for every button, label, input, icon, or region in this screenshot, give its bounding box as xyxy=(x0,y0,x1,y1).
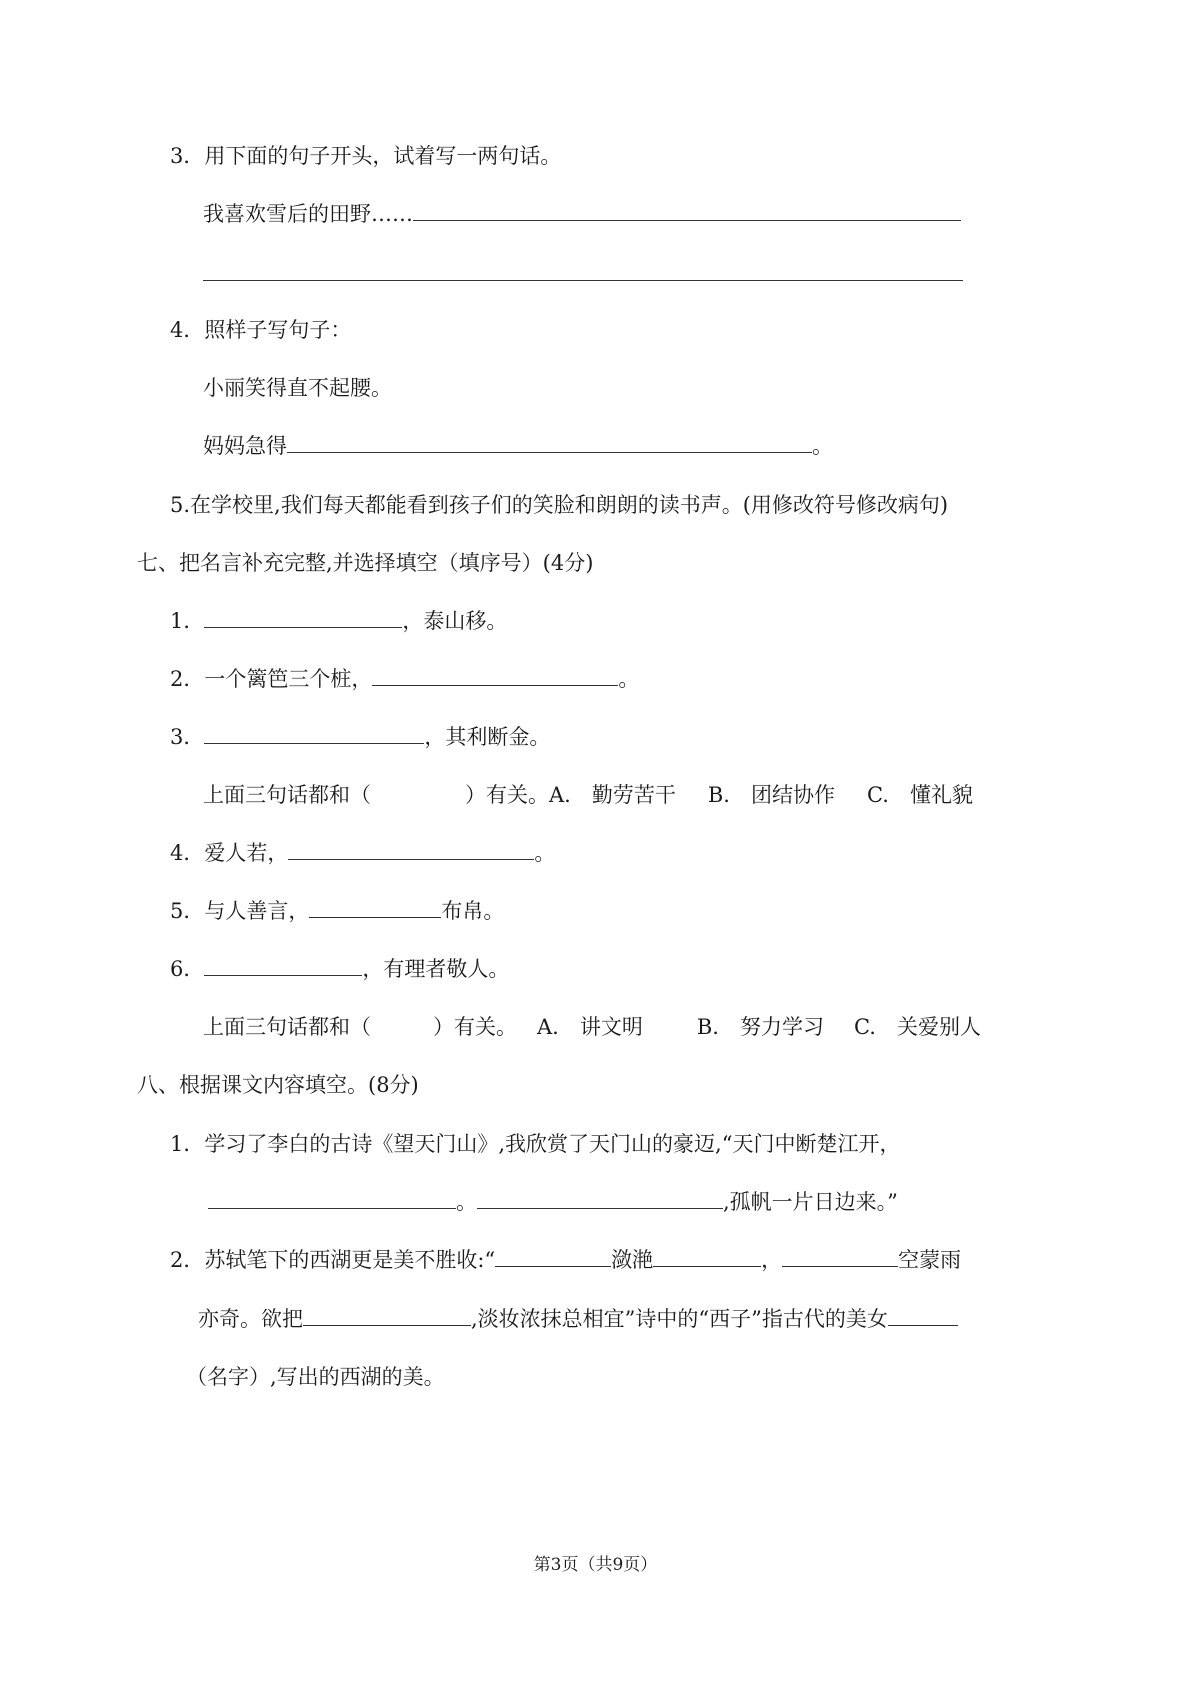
s7-item2 xyxy=(170,665,639,693)
s7-item6 xyxy=(170,955,509,983)
q3-prompt: 3．用下面的句子开头，试着写一两句话。 xyxy=(170,144,562,168)
s7-item1-blank[interactable] xyxy=(204,607,402,628)
s7-choice2-option-c: C. 关爱别人 xyxy=(853,1015,981,1039)
s8-item1-line2 xyxy=(208,1188,898,1216)
s7-item3-after: ，其利断金。 xyxy=(424,725,551,749)
s8-item2-comma: ， xyxy=(761,1248,783,1272)
s8-item2-l2a: 亦奇。欲把 xyxy=(198,1307,303,1331)
s7-item1-after: ，泰山移。 xyxy=(402,609,508,633)
q4-answer-line xyxy=(203,432,833,460)
q4-blank[interactable] xyxy=(287,432,812,453)
s7-item5 xyxy=(170,897,504,925)
s7-choice2-option-b: B. 努力学习 xyxy=(696,1015,824,1039)
s8-item2-word1: 潋滟 xyxy=(611,1248,654,1272)
s7-item4-blank[interactable] xyxy=(288,839,534,860)
s7-choice2-close: ）有关。 xyxy=(433,1015,517,1039)
s8-item1-line1: 1．学习了李白的古诗《望天门山》,我欣赏了天门山的豪迈,“天门中断楚江开， xyxy=(170,1132,901,1156)
s7-choice2 xyxy=(203,1013,981,1041)
s7-item2-after: 。 xyxy=(618,667,640,691)
q3-blank2[interactable] xyxy=(203,280,963,281)
s7-item6-after: ，有理者敬人。 xyxy=(362,957,510,981)
s7-item1-num: 1． xyxy=(170,609,205,633)
section7-heading: 七、把名言补充完整,并选择填空（填序号）(4分) xyxy=(137,551,594,575)
s7-item4-after: 。 xyxy=(534,841,556,865)
s7-item5-blank[interactable] xyxy=(309,897,441,918)
s7-choice1-option-b: B. 团结协作 xyxy=(707,783,835,807)
s7-choice2-lead: 上面三句话都和（ xyxy=(203,1015,371,1039)
s8-item2-blank2[interactable] xyxy=(653,1246,761,1267)
s7-choice1-option-c: C. 懂礼貌 xyxy=(866,783,973,807)
s7-item5-num: 5． xyxy=(170,899,205,923)
q4-example: 小丽笑得直不起腰。 xyxy=(203,376,392,400)
q4-prompt: 4．照样子写句子： xyxy=(170,318,352,342)
s8-item2-blank4[interactable] xyxy=(303,1305,471,1326)
s7-choice1-option-a: A. 勤劳苦干 xyxy=(549,783,676,807)
s7-choice1-close: ）有关。 xyxy=(465,783,549,807)
s7-item5-after: 布帛。 xyxy=(441,899,505,923)
s7-choice2-option-a: A. 讲文明 xyxy=(537,1015,643,1039)
s7-choice1-lead: 上面三句话都和（ xyxy=(203,783,371,807)
s7-choice1 xyxy=(203,781,973,809)
page-footer: 第3页（共9页） xyxy=(533,1555,658,1575)
s7-item3-num: 3． xyxy=(170,725,205,749)
s7-item3 xyxy=(170,723,550,751)
s8-item2-line2 xyxy=(198,1305,958,1333)
s8-item1-blank1[interactable] xyxy=(208,1188,456,1209)
s8-item1-mid: 。 xyxy=(456,1190,477,1214)
s7-item2-blank[interactable] xyxy=(372,665,618,686)
s8-item2-line3: （名字）,写出的西湖的美。 xyxy=(186,1365,445,1389)
s7-item4-num: 4． xyxy=(170,841,205,865)
s8-item2-blank3[interactable] xyxy=(782,1246,898,1267)
q3-line1 xyxy=(203,200,961,228)
s7-item1 xyxy=(170,607,507,635)
q4-start: 妈妈急得 xyxy=(203,434,287,458)
s7-item2-before: 一个篱笆三个桩， xyxy=(204,667,373,691)
s7-item4 xyxy=(170,839,555,867)
s8-item2-word3: 空蒙雨 xyxy=(898,1248,962,1272)
s8-item2-start: 2．苏轼笔下的西湖更是美不胜收:“ xyxy=(170,1248,496,1272)
s7-item4-before: 爱人若， xyxy=(204,841,289,865)
q3-blank1[interactable] xyxy=(413,200,961,221)
q5-text: 5.在学校里,我们每天都能看到孩子们的笑脸和朗朗的读书声。(用修改符号修改病句) xyxy=(170,493,949,517)
q4-end: 。 xyxy=(812,434,833,458)
s8-item2-blank1[interactable] xyxy=(495,1246,611,1267)
section8-heading: 八、根据课文内容填空。(8分) xyxy=(137,1073,419,1097)
s8-item1-blank2[interactable] xyxy=(477,1188,723,1209)
s8-item2-blank5[interactable] xyxy=(888,1305,958,1326)
s8-item1-end: ,孤帆一片日边来。” xyxy=(723,1190,898,1214)
s8-item2-line1 xyxy=(170,1246,961,1274)
s7-item5-before: 与人善言， xyxy=(204,899,310,923)
s7-item6-blank[interactable] xyxy=(204,955,362,976)
s8-item2-l2b: ,淡妆浓抹总相宜”诗中的“西子”指古代的美女 xyxy=(471,1307,888,1331)
s7-item6-num: 6． xyxy=(170,957,205,981)
s7-item3-blank[interactable] xyxy=(204,723,424,744)
q3-lead: 我喜欢雪后的田野…… xyxy=(203,202,413,226)
s7-item2-num: 2． xyxy=(170,667,205,691)
